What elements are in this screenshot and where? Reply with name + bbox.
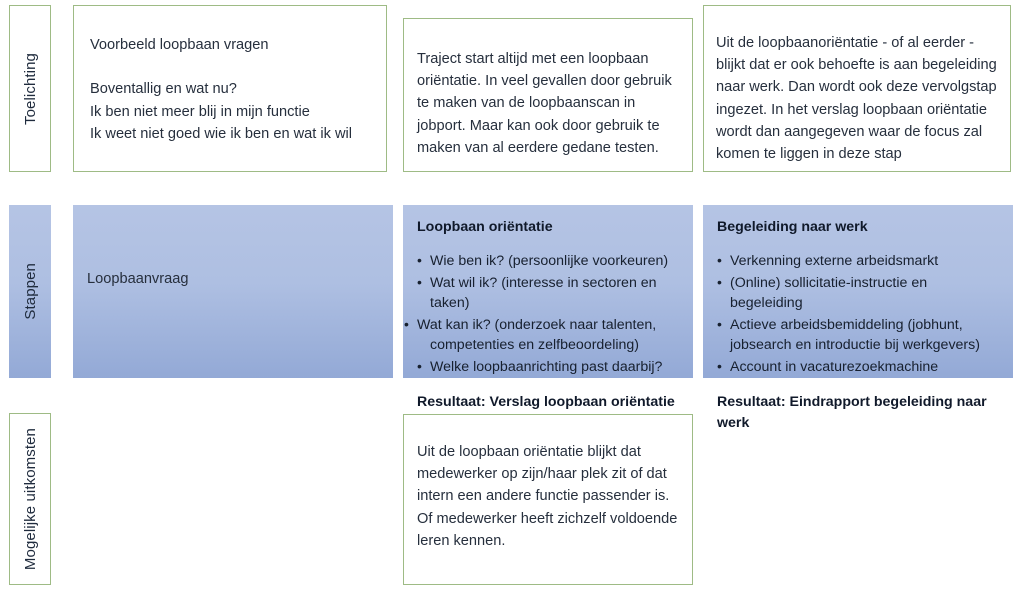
row-label-stappen xyxy=(9,205,51,378)
stappen-cell-2-title: Loopbaan oriëntatie xyxy=(417,219,553,235)
stappen-cell-3-list xyxy=(717,251,1001,377)
row-label-stappen-text: Stappen xyxy=(21,263,39,320)
list-item: • Account in vacaturezoekmachine xyxy=(717,357,1001,377)
list-item: • (Online) sollicitatie-instructie en begeleiding xyxy=(717,273,1001,314)
row-label-mogelijke-uitkomsten xyxy=(9,413,51,585)
stappen-cell-1-label: Loopbaanvraag xyxy=(87,271,189,287)
row-label-mogelijke-uitkomsten-text: Mogelijke uitkomsten xyxy=(21,427,39,571)
toelichting-heading: Voorbeeld loopbaan vragen xyxy=(90,37,269,53)
list-item: • Wie ben ik? (persoonlijke voorkeuren) xyxy=(417,251,681,271)
toelichting-line-2: Ik ben niet meer blij in mijn functie xyxy=(90,103,310,120)
list-item: • Actieve arbeidsbemiddeling (jobhunt, jobsearch en introductie bij werkgevers) xyxy=(717,315,1001,356)
toelichting-cell-3 xyxy=(703,5,1011,172)
stappen-cell-2-content xyxy=(417,217,681,413)
stappen-cell-3-title: Begeleiding naar werk xyxy=(717,219,868,235)
toelichting-cell-2 xyxy=(403,18,693,172)
uitkomsten-cell-2-text: Uit de loopbaan oriëntatie blijkt dat medewerker op zijn/haar plek zit of dat intern een andere functie passender is. Of medewerker heeft zichzelf voldoende leren kennen. xyxy=(417,444,678,549)
list-item: • Verkenning externe arbeidsmarkt xyxy=(717,251,1001,271)
stappen-cell-2-list xyxy=(417,251,681,377)
stappen-cell-1[interactable] xyxy=(73,205,393,378)
toelichting-cell-2-text: Traject start altijd met een loopbaan oriëntatie. In veel gevallen door gebruik te maken van de loopbaanscan in jobport. Maar kan ook door gebruik te maken van al eerdere gedane testen. xyxy=(417,51,672,156)
toelichting-line-3: Ik weet niet goed wie ik ben en wat ik wil xyxy=(90,125,353,142)
toelichting-cell-3-text: Uit de loopbaanoriëntatie - of al eerder - blijkt dat er ook behoefte is aan begeleiding naar werk. Dan wordt ook deze vervolgstap ingezet. In het verslag loopbaan oriëntatie wordt dan aangegeven waar de focus zal komen te liggen in deze stap xyxy=(716,35,997,162)
toelichting-cell-1-body xyxy=(90,34,370,145)
stappen-cell-2-result: Resultaat: Verslag loopbaan oriëntatie xyxy=(417,394,675,411)
stappen-cell-3-result: Resultaat: Eindrapport begeleiding naar werk xyxy=(717,394,987,431)
row-label-toelichting xyxy=(9,5,51,172)
toelichting-cell-1 xyxy=(73,5,387,172)
stappen-cell-2[interactable] xyxy=(403,205,693,411)
stappen-cell-3[interactable] xyxy=(703,205,1013,431)
list-item: • Welke loopbaanrichting past daarbij? xyxy=(417,357,681,377)
list-item: • Wat wil ik? (interesse in sectoren en taken) xyxy=(417,273,681,314)
list-item: • Wat kan ik? (onderzoek naar talenten, competenties en zelfbeoordeling) xyxy=(417,315,681,356)
toelichting-line-1: Boventallig en wat nu? xyxy=(90,81,237,98)
stappen-cell-3-content xyxy=(717,217,1001,433)
uitkomsten-cell-2 xyxy=(403,414,693,585)
text-spacer xyxy=(90,56,370,78)
row-label-toelichting-text: Toelichting xyxy=(21,52,39,125)
